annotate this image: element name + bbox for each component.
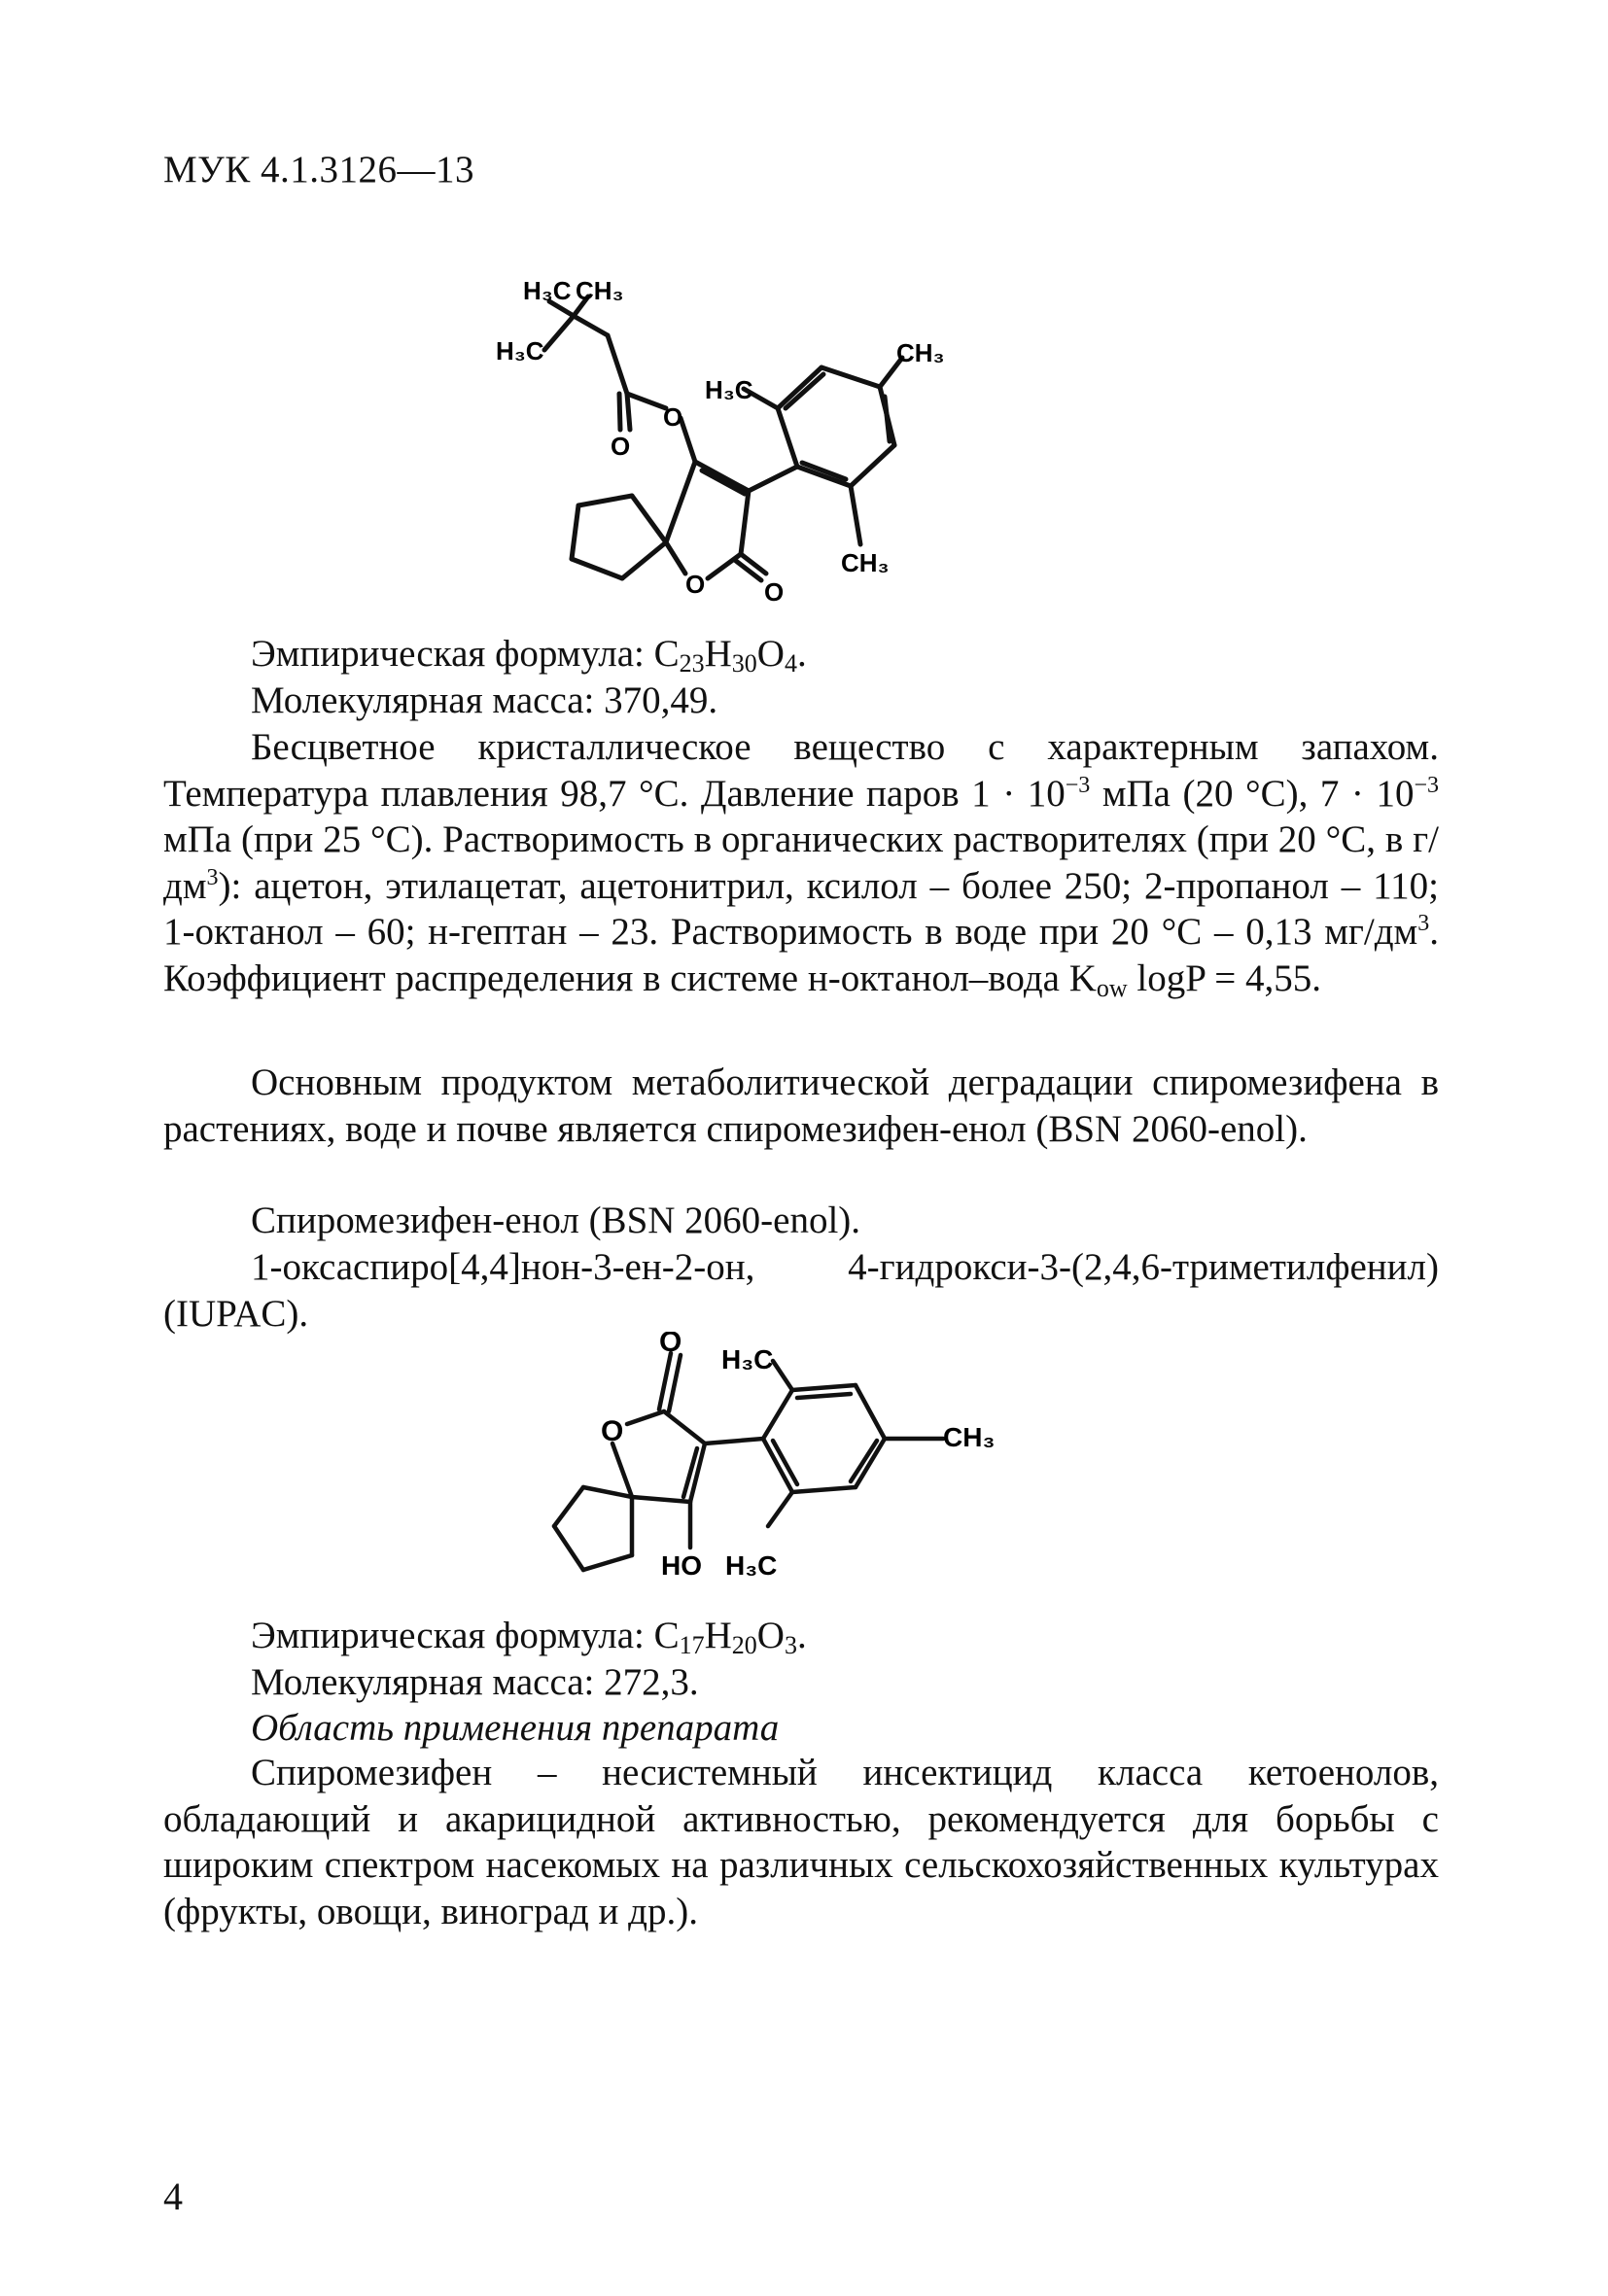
- h3c-ring-label: H₃C: [705, 375, 753, 404]
- metabolite-paragraph: Основным продуктом метаболитической деградации спиромезифена в растениях, воде и почве является спиромезифен-енол (BSN 2060-enol).: [163, 1061, 1439, 1150]
- h3c-mid-label: H₃C: [496, 336, 544, 365]
- formula-line-1: Эмпирическая формула: $C_{23}H_{30}O_4$.: [251, 633, 807, 678]
- section-title: Область применения препарата: [251, 1707, 780, 1749]
- ch3-ring-label: CH₃: [896, 338, 945, 367]
- iupac-name: 1-оксаспиро[4,4]нон-3-ен-2-он, 4-гидрокси-3-(2,4,6-триметилфенил) (IUPAC).: [163, 1246, 1439, 1335]
- ch3-bottom-label: CH₃: [841, 548, 890, 577]
- spiromesifen-structure: [486, 262, 1031, 632]
- spiromesifen-enol-structure: [496, 1332, 1040, 1604]
- metabolite-name: Спиромезифен-енол (BSN 2060-enol).: [251, 1200, 861, 1241]
- h3c-bottom-label: H₃C: [725, 1550, 778, 1581]
- o-top-label: O: [659, 1332, 682, 1358]
- formula-line-2: Эмпирическая формула: $C_{17}H_{20}O_3$.: [251, 1615, 807, 1659]
- o-lactone-label: O: [685, 570, 706, 599]
- page-number: 4: [163, 2174, 183, 2218]
- properties-paragraph: Бесцветное кристаллическое вещество с характерным запахом. Температура плавления 98,7 °C. Давление паров $1 \cdot 10^{-3}$ мПа (20 °C), $7 \cdot 10^{-3}$ мПа (при 25 °C). Растворимость в органических растворителях (при 20 °C, в $г/дм^3$): ацетон, этилацетат, ацетонитрил, ксилол – более 250; 2-пропанол – 110; 1-октанол – 60; н-гептан – 23. Растворимость в воде при 20 °C – 0,13 $мг/дм^3$. Коэффициент распределения в системе н-октанол–вода $K_{ow}$ logP = 4,55.: [163, 726, 1439, 1002]
- o-lactone-co-label: O: [764, 577, 785, 607]
- o-ester-label: O: [663, 402, 683, 432]
- ch3-right-label: CH₃: [943, 1422, 996, 1452]
- ho-label: HO: [661, 1550, 702, 1581]
- o-carbonyl-label: O: [611, 432, 631, 461]
- mass-line-2: Молекулярная масса: 272,3.: [251, 1661, 699, 1703]
- o-ring-label: O: [601, 1415, 624, 1447]
- c-o-bond: [627, 394, 630, 430]
- ch3-top-label: CH₃: [576, 276, 624, 305]
- application-paragraph: Спиромезифен – несистемный инсектицид класса кетоенолов, обладающий и акарицидной активностью, рекомендуется для борьбы с широким спектром насекомых на различных сельскохозяйственных культурах (фрукты, овощи, виноград и др.).: [163, 1752, 1439, 1932]
- h3c-top-label-2: H₃C: [721, 1344, 774, 1374]
- document-header: МУК 4.1.3126—13: [163, 149, 475, 191]
- h3c-top-label: H₃C: [523, 276, 572, 305]
- mass-line-1: Молекулярная масса: 370,49.: [251, 679, 718, 721]
